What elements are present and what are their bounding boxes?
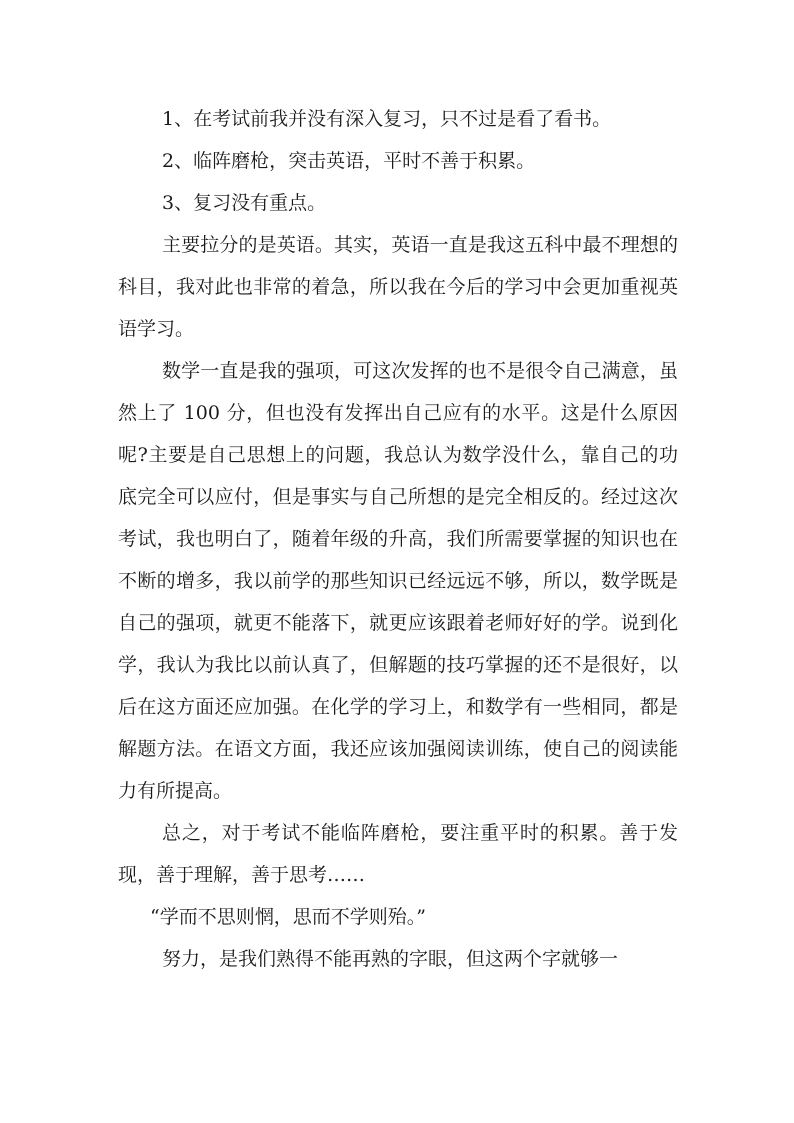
quote-paragraph: “学而不思则惘，思而不学则殆。” [150,906,426,928]
paragraph-english: 主要拉分的是英语。其实，英语一直是我这五科中最不理想的科目，我对此也非常的着急，所以我在今后的学习中会更加重视英语学习。 [118,234,678,340]
paragraph-conclusion: 总之，对于考试不能临阵磨枪，要注重平时的积累。善于发现，善于理解，善于思考…… [118,822,678,886]
list-item-3: 3、复习没有重点。 [162,192,327,214]
paragraph-math-chemistry-chinese: 数学一直是我的强项，可这次发挥的也不是很令自己满意，虽然上了 100 分，但也没有发挥出自己应有的水平。这是什么原因呢?主要是自己思想上的问题，我总认为数学没什么，靠自己的功底完全可以应付，但是事实与自己所想的是完全相反的。经过这次考试，我也明白了，随着年级的升高，我们所需要掌握的知识也在不断的增多，我以前学的那些知识已经远远不够，所以，数学既是自己的强项，就更不能落下，就更应该跟着老师好好的学。说到化学，我认为我比以前认真了，但解题的技巧掌握的还不是很好，以后在这方面还应加强。在化学的学习上，和数学有一些相同，都是解题方法。在语文方面，我还应该加强阅读训练，使自己的阅读能力有所提高。 [118,360,678,802]
list-item-1: 1、在考试前我并没有深入复习，只不过是看了看书。 [162,108,612,130]
document-body [118,98,678,980]
paragraph-effort: 努力，是我们熟得不能再熟的字眼，但这两个字就够一 [162,948,619,970]
list-item-2: 2、临阵磨枪，突击英语，平时不善于积累。 [162,150,536,172]
